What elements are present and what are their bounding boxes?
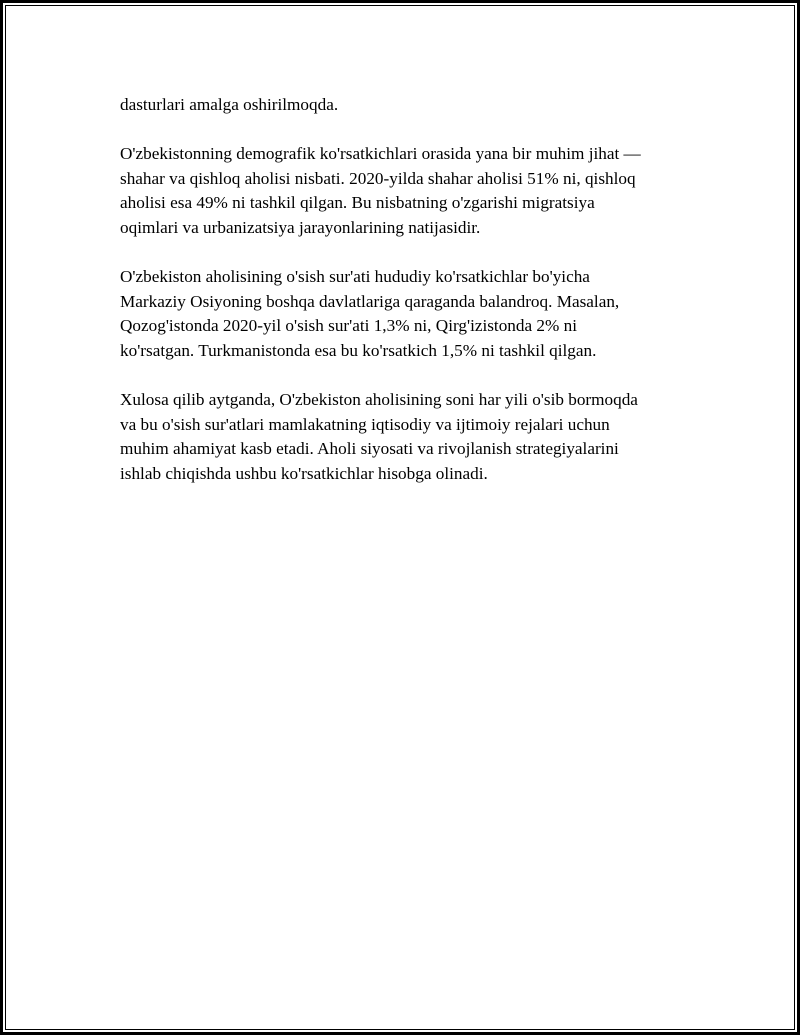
paragraph-regional-growth: O'zbekiston aholisining o'sish sur'ati hududiy ko'rsatkichlar bo'yicha Markaziy Osiyoning boshqa davlatlariga qaraganda balandroq. Masalan, Qozog'istonda 2020-yil o'sish sur'ati 1,3% ni, Qirg'izistonda 2% ni ko'rsatgan. Turkmanistonda esa bu ko'rsatkich 1,5% ni tashkil qilgan. (120, 267, 620, 360)
paragraph-conclusion: Xulosa qilib aytganda, O'zbekiston aholisining soni har yili o'sib bormoqda va bu o'sish sur'atlari mamlakatning iqtisodiy va ijtimoiy rejalari uchun muhim ahamiyat kasb etadi. Aholi siyosati va rivojlanish strategiyalarini ishlab chiqishda ushbu ko'rsatkichlar hisobga olinadi. (120, 390, 638, 483)
paragraph-urban-rural-ratio: O'zbekistonning demografik ko'rsatkichlari orasida yana bir muhim jihat — shahar va qishloq aholisi nisbati. 2020-yilda shahar aholisi 51% ni, qishloq aholisi esa 49% ni tashkil qilgan. Bu nisbatning o'zgarishi migratsiya oqimlari va urbanizatsiya jarayonlarining natijasidir. (120, 144, 641, 237)
document-body (120, 93, 695, 511)
paragraph-continuation: dasturlari amalga oshirilmoqda. (120, 95, 339, 114)
